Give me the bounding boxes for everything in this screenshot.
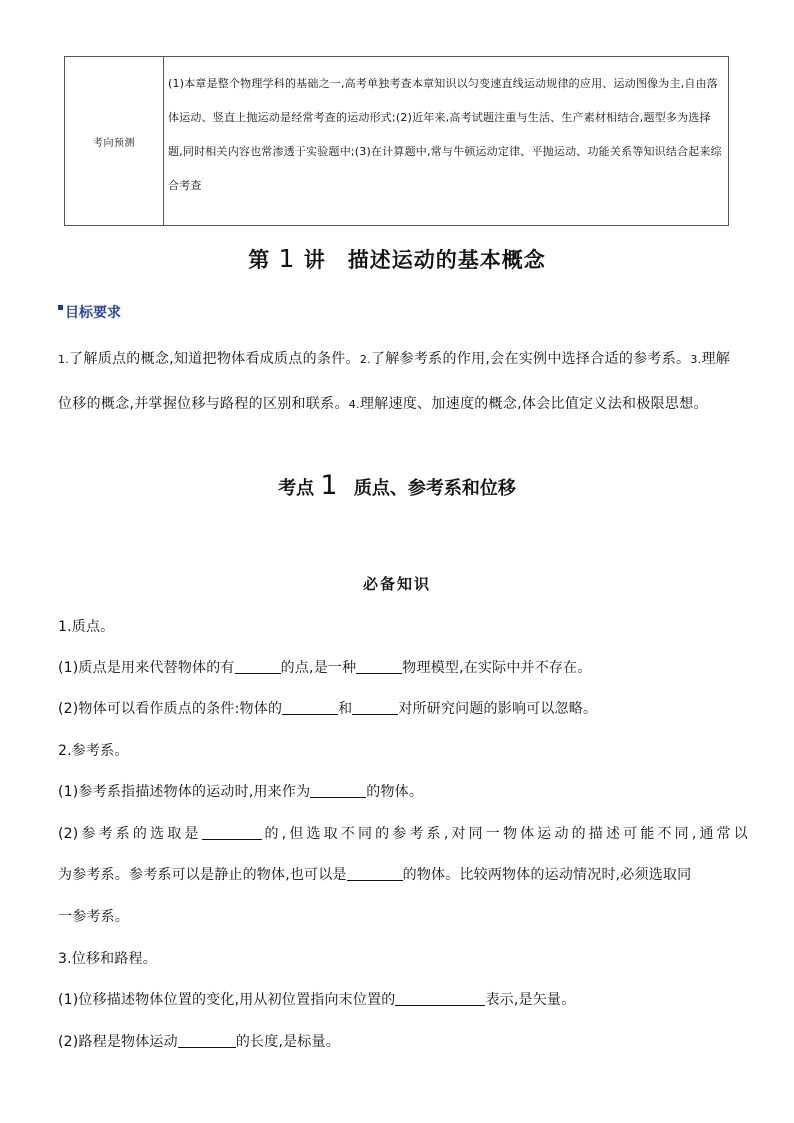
lesson-suffix: 讲 描述运动的基本概念 — [303, 248, 546, 272]
forecast-label: 考向预测 — [65, 57, 164, 225]
paragraph — [58, 823, 748, 843]
paragraph — [58, 781, 748, 801]
section-name: 质点、参考系和位移 — [353, 478, 516, 499]
heading-reference-frame: 2.参考系。 — [58, 743, 129, 759]
goal-number: 1. — [58, 353, 70, 366]
text-run: (1)参考系指描述物体的运动时,用来作为 — [58, 784, 311, 800]
goal-item: 理解位移的概念,并掌握位移与路程的区别和联系。 — [58, 351, 731, 412]
text-run: 对所研究问题的影响可以忽略。 — [398, 701, 598, 717]
section-prefix: 考点 — [278, 478, 315, 499]
goals-header-text: 目标要求 — [65, 305, 121, 321]
lesson-title — [0, 244, 794, 274]
text-run: 为参考系。参考系可以是静止的物体,也可以是 — [58, 867, 347, 883]
answer-blank — [395, 991, 485, 1006]
forecast-table — [64, 56, 729, 226]
answer-blank — [310, 783, 366, 798]
forecast-content: (1)本章是整个物理学科的基础之一,高考单独考查本章知识以匀变速直线运动规律的应用、运动图像为主,自由落体运动、竖直上抛运动是经常考查的运动形式;(2)近年来,高考试题注重与生活、生产素材相结合,题型多为选择题,同时相关内容也常渗透于实验题中;(3)在计算题中,常与牛顿运动定律、平抛运动、功能关系等知识结合起来综合考查 — [168, 77, 722, 192]
text-run: (1)位移描述物体位置的变化,用从初位置指向末位置的 — [58, 992, 396, 1008]
lesson-prefix: 第 — [248, 248, 271, 272]
text-run: 的长度,是标量。 — [235, 1034, 340, 1050]
paragraph — [58, 864, 748, 884]
heading-displacement: 3.位移和路程。 — [58, 951, 157, 967]
section-title — [0, 470, 794, 501]
goals-text — [58, 337, 740, 427]
square-bullet-icon — [58, 305, 63, 310]
goal-number: 4. — [348, 398, 360, 411]
goal-item: 了解质点的概念,知道把物体看成质点的条件。 — [69, 351, 360, 367]
answer-blank — [235, 659, 281, 674]
answer-blank — [347, 866, 403, 881]
paragraph — [58, 989, 748, 1009]
heading-mass-point: 1.质点。 — [58, 619, 115, 635]
goal-item: 了解参考系的作用,会在实例中选择合适的参考系。 — [370, 351, 691, 367]
text-run: 的物体。 — [366, 784, 424, 800]
goals-header — [58, 302, 121, 322]
lesson-number: 1 — [278, 244, 296, 273]
paragraph — [58, 698, 748, 718]
goal-number: 3. — [690, 353, 702, 366]
goal-item: 理解速度、加速度的概念,体会比值定义法和极限思想。 — [359, 396, 708, 412]
answer-blank — [202, 825, 262, 840]
answer-blank — [178, 1033, 236, 1048]
knowledge-title: 必备知识 — [362, 575, 431, 593]
answer-blank — [352, 700, 398, 715]
text-run: (2)物体可以看作质点的条件:物体的 — [58, 701, 283, 717]
text-run: (2)路程是物体运动 — [58, 1034, 178, 1050]
text-run: 的物体。比较两物体的运动情况时,必须选取同 — [402, 867, 692, 883]
text-run: 的,但选取不同的参考系,对同一物体运动的描述可能不同,通常以 — [261, 826, 748, 842]
paragraph: 一参考系。 — [58, 909, 129, 925]
answer-blank — [282, 700, 338, 715]
text-run: (1)质点是用来代替物体的有 — [58, 660, 235, 676]
text-run: 表示,是矢量。 — [485, 992, 576, 1008]
text-run: 的点,是一种 — [280, 660, 357, 676]
answer-blank — [356, 659, 402, 674]
paragraph — [58, 657, 748, 677]
paragraph — [58, 1031, 748, 1051]
text-run: 物理模型,在实际中并不存在。 — [402, 660, 592, 676]
text-run: 和 — [338, 701, 353, 717]
goal-number: 2. — [359, 353, 371, 366]
text-run: (2)参考系的选取是 — [58, 826, 202, 842]
section-number: 1 — [320, 470, 338, 501]
